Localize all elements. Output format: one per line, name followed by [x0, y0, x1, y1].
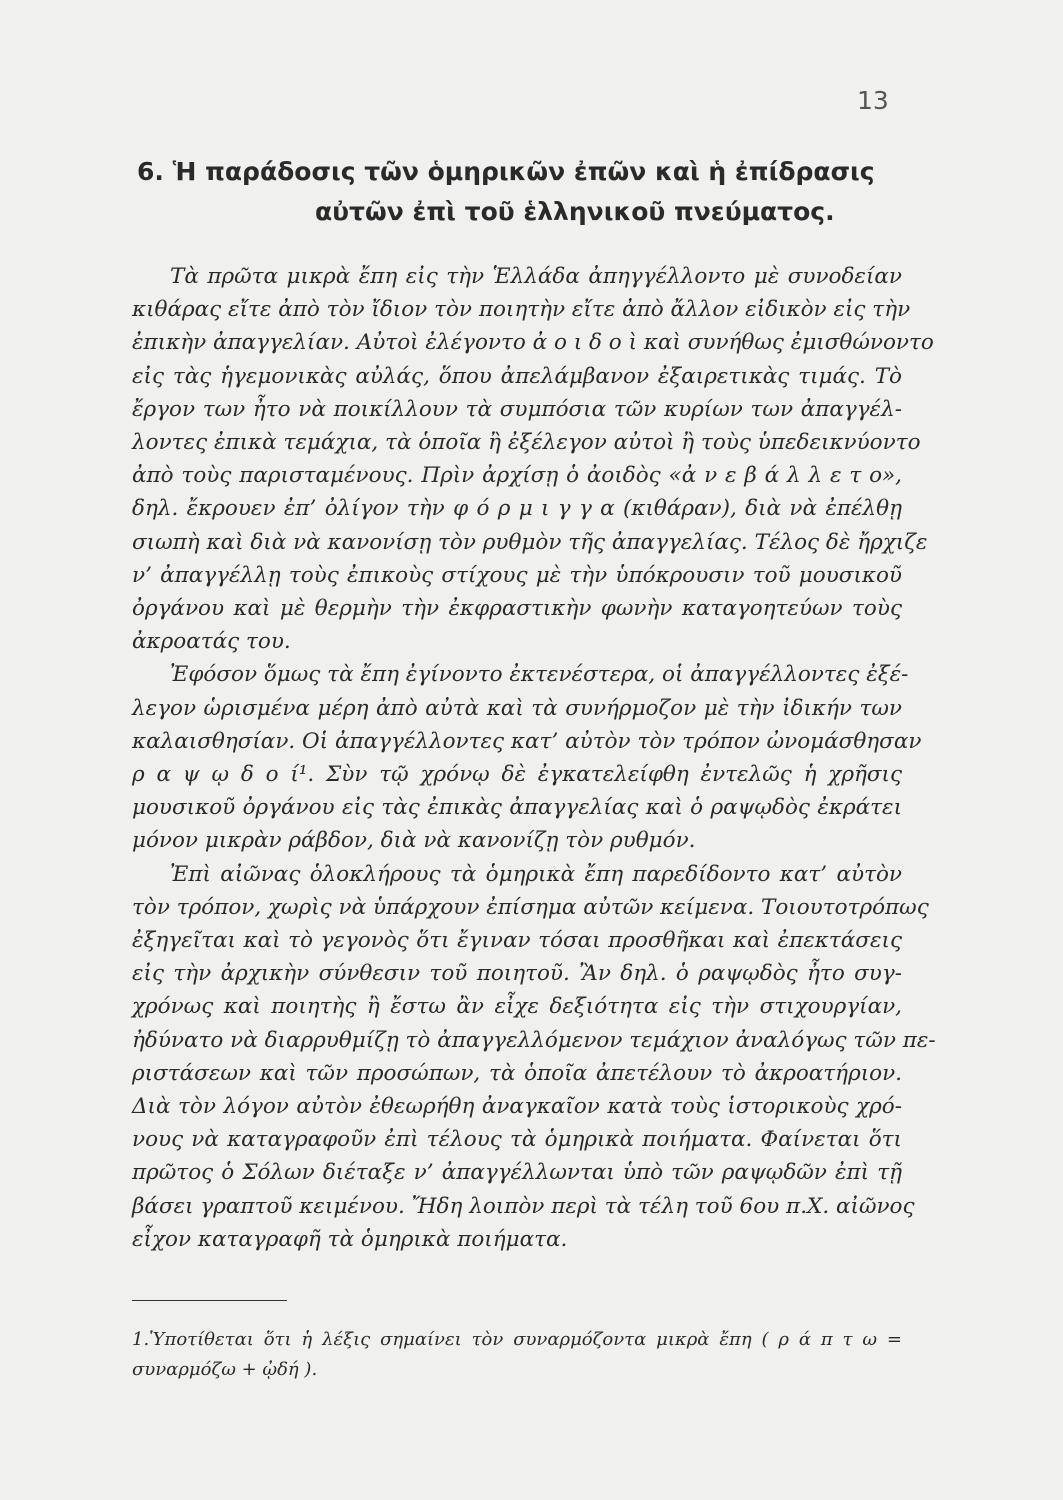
text-line: ἀπὸ τοὺς παρισταμένους. Πρὶν ἀρχίσῃ ὁ ἀοιδὸς «ἀ ν ε β ά λ λ ε τ ο», — [132, 463, 902, 489]
text-line: χρόνως καὶ ποιητὴς ἢ ἔστω ἂν εἶχε δεξιότητα εἰς τὴν στιχουργίαν, — [132, 994, 902, 1020]
footnote — [132, 1325, 902, 1385]
page-number: 13 — [857, 86, 889, 115]
text-line: ὀργάνου καὶ μὲ θερμὴν τὴν ἐκφραστικὴν φωνὴν καταγοητεύων τοὺς — [132, 596, 902, 622]
text-line: Ἐπὶ αἰῶνας ὁλοκλήρους τὰ ὁμηρικὰ ἔπη παρεδίδοντο κατ’ αὐτὸν — [170, 861, 902, 887]
text-line: Διὰ τὸν λόγον αὐτὸν ἐθεωρήθη ἀναγκαῖον κατὰ τοὺς ἱστορικοὺς χρό- — [132, 1094, 902, 1120]
text-line: σιωπὴ καὶ διὰ νὰ κανονίσῃ τὸν ρυθμὸν τῆς ἀπαγγελίας. Τέλος δὲ ἤρχιζε — [132, 529, 928, 555]
text-line: ἐπικὴν ἀπαγγελίαν. Αὐτοὶ ἐλέγοντο ἀ ο ι δ ο ὶ καὶ συνήθως ἐμισθώνοντο — [132, 330, 934, 356]
footnote-line-1: 1.Ὑποτίθεται ὅτι ἡ λέξις σημαίνει τὸν συναρμόζοντα μικρὰ ἔπη ( ρ ά π τ ω = — [132, 1329, 902, 1350]
text-line: εἰς τὴν ἀρχικὴν σύνθεσιν τοῦ ποιητοῦ. Ἂν δηλ. ὁ ραψῳδὸς ἦτο συγ- — [132, 961, 902, 987]
text-line: μόνον μικρὰν ράβδον, διὰ νὰ κανονίζῃ τὸν ρυθμόν. — [132, 828, 696, 854]
text-line: μουσικοῦ ὀργάνου εἰς τὰς ἐπικὰς ἀπαγγελίας καὶ ὁ ραψῳδὸς ἐκράτει — [132, 795, 902, 821]
body-text — [132, 260, 936, 1256]
text-line: πρῶτος ὁ Σόλων διέταξε ν’ ἀπαγγέλλωνται ὑπὸ τῶν ραψῳδῶν ἐπὶ τῇ — [132, 1160, 902, 1186]
text-line: βάσει γραπτοῦ κειμένου. Ἤδη λοιπὸν περὶ τὰ τέλη τοῦ 6ου π.Χ. αἰῶνος — [132, 1193, 915, 1219]
text-line: ριστάσεων καὶ τῶν προσώπων, τὰ ὁποῖα ἀπετέλουν τὸ ἀκροατήριον. — [132, 1060, 902, 1086]
text-line: ἔργον των ἦτο νὰ ποικίλλουν τὰ συμπόσια τῶν κυρίων των ἀπαγγέλ- — [132, 396, 902, 422]
section-number: 6. — [137, 157, 164, 186]
text-line: ἀκροατάς του. — [132, 629, 291, 655]
section-title-line-2: αὐτῶν ἐπὶ τοῦ ἑλληνικοῦ πνεύματος. — [315, 197, 835, 226]
footnote-divider — [132, 1300, 287, 1301]
text-line: δηλ. ἔκρουεν ἐπ’ ὀλίγον τὴν φ ό ρ μ ι γ γ α (κιθάραν), διὰ νὰ ἐπέλθῃ — [132, 496, 902, 522]
text-line: εἰς τὰς ἡγεμονικὰς αὐλάς, ὅπου ἀπελάμβανον ἐξαιρετικὰς τιμάς. Τὸ — [132, 363, 902, 389]
text-line: ρ α ψ ῳ δ ο ί¹. Σὺν τῷ χρόνῳ δὲ ἐγκατελείφθη ἐντελῶς ἡ χρῆσις — [132, 762, 902, 788]
text-line: εἶχον καταγραφῆ τὰ ὁμηρικὰ ποιήματα. — [132, 1226, 568, 1252]
text-line: καλαισθησίαν. Οἱ ἀπαγγέλλοντες κατ’ αὐτὸν τὸν τρόπον ὠνομάσθησαν — [132, 728, 922, 754]
text-line: ἠδύνατο νὰ διαρρυθμίζῃ τὸ ἀπαγγελλόμενον τεμάχιον ἀναλόγως τῶν πε- — [132, 1027, 936, 1053]
text-line: κιθάρας εἴτε ἀπὸ τὸν ἴδιον τὸν ποιητὴν εἴτε ἀπὸ ἄλλον εἰδικὸν εἰς τὴν — [132, 297, 911, 323]
text-line: νους νὰ καταγραφοῦν ἐπὶ τέλους τὰ ὁμηρικὰ ποιήματα. Φαίνεται ὅτι — [132, 1127, 902, 1153]
text-line: τὸν τρόπον, χωρὶς νὰ ὑπάρχουν ἐπίσημα αὐτῶν κείμενα. Τοιουτοτρόπως — [132, 894, 929, 920]
text-line: λοντες ἐπικὰ τεμάχια, τὰ ὁποῖα ἢ ἐξέλεγον αὐτοὶ ἢ τοὺς ὑπεδεικνύοντο — [132, 430, 921, 456]
text-line: ἐξηγεῖται καὶ τὸ γεγονὸς ὅτι ἔγιναν τόσαι προσθῆκαι καὶ ἐπεκτάσεις — [132, 928, 902, 954]
text-line: Τὰ πρῶτα μικρὰ ἔπη εἰς τὴν Ἑλλάδα ἀπηγγέλλοντο μὲ συνοδείαν — [170, 264, 902, 289]
section-title — [137, 152, 937, 232]
section-title-line-1: Ἡ παράδοσις τῶν ὁμηρικῶν ἐπῶν καὶ ἡ ἐπίδρασις — [172, 157, 875, 186]
footnote-line-2: συναρμόζω + ᾠδή ). — [132, 1359, 318, 1380]
text-line: Ἐφόσον ὅμως τὰ ἔπη ἐγίνοντο ἐκτενέστερα, οἱ ἀπαγγέλλοντες ἐξέ- — [170, 662, 909, 688]
text-line: λεγον ὡρισμένα μέρη ἀπὸ αὐτὰ καὶ τὰ συνήρμοζον μὲ τὴν ἰδικήν των — [132, 695, 902, 721]
text-line: ν’ ἀπαγγέλλῃ τοὺς ἐπικοὺς στίχους μὲ τὴν ὑπόκρουσιν τοῦ μουσικοῦ — [132, 562, 902, 588]
